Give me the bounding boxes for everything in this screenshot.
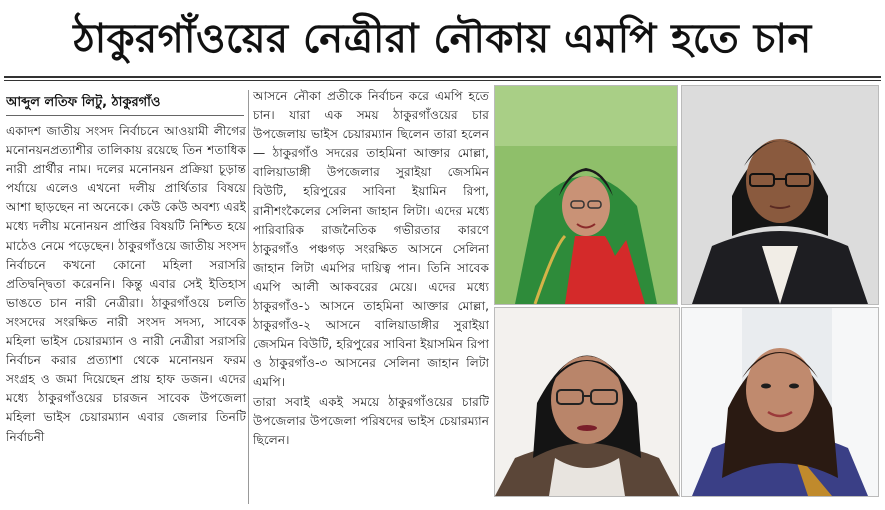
- article-column-2: [253, 87, 489, 507]
- column-2-paragraph-1: আসনে নৌকা প্রতীকে নির্বাচন করে এমপি হতে চান। যারা এক সময় ঠাকুরগাঁওয়ের চার উপজেলায় ভাইস চেয়ারম্যান ছিলেন তারা হলেন— ঠাকুরগাঁও সদরের তাহমিনা আক্তার মোল্লা, বালিয়াডাঙ্গী উপজেলার সুরাইয়া জেসমিন বিউটি, হরিপুরের সাবিনা ইয়ামিন রিপা, রানীশংকৈলের সেলিনা জাহান লিটা। এদের মধ্যে পারিবারিক রাজনৈতিক গভীরতার কারণে ঠাকুরগাঁও পঞ্চগড় সংরক্ষিত আসনে সেলিনা জাহান লিটা এমপির দায়িত্ব পান। তিনি সাবেক এমপি আলী আকবরের মেয়ে। এদের মধ্যে ঠাকুরগাঁও-১ আসনে তাহমিনা আক্তার মোল্লা, ঠাকুরগাঁও-২ আসনে বালিয়াডাঙ্গীর সুরাইয়া জেসমিন বিউটি, হরিপুরের সাবিনা ইয়াসমিন রিপা ও ঠাকুরগাঁও-৩ আসনের সেলিনা জাহান লিটা এমপি।: [253, 89, 489, 390]
- column-divider: [248, 90, 249, 504]
- headline-rule-top: [4, 76, 881, 78]
- photo-portrait-3: [494, 307, 680, 497]
- column-2-paragraph-2: তারা সবাই একই সময়ে ঠাকুরগাঁওয়ের চারটি উপজেলার উপজেলা পরিষদের ভাইস চেয়ারম্যান ছিলেন।: [253, 394, 489, 447]
- portrait-2-image: [682, 86, 878, 304]
- portrait-3-image: [495, 308, 679, 496]
- portrait-1-image: [495, 86, 677, 304]
- photo-portrait-1: [494, 85, 678, 305]
- column-1-text: একাদশ জাতীয় সংসদ নির্বাচনে আওয়ামী লীগের মনোনয়নপ্রত্যাশীর তালিকায় রয়েছে তিন শতাধিক নারী প্রার্থীর নাম। দলের মনোনয়ন প্রক্রিয়া চূড়ান্ত পর্যায়ে এলেও এখনো দলীয় প্রার্থিতার বিষয়ে আশা ছাড়ছেন না অনেকে। কেউ কেউ অবশ্য এরই মধ্যে দলীয় মনোনয়ন প্রাপ্তির বিষয়টি নিশ্চিত হয়ে মাঠেও নেমে পড়েছেন। ঠাকুরগাঁওয়ে জাতীয় সংসদ নির্বাচনে কখনো কোনো মহিলা সরাসরি প্রতিদ্বন্দ্বিতা করেননি। কিন্তু এবার সেই ইতিহাস ভাঙতে চান নারী নেত্রীরা। ঠাকুরগাঁওয়ে চলতি সংসদের সংরক্ষিত নারী সংসদ সদস্য, সাবেক মহিলা ভাইস চেয়ারম্যান ও নারী নেত্রীরা সরাসরি নির্বাচন করার প্রত্যাশা থেকে মনোনয়ন ফরম সংগ্রহ ও জমা দিয়েছেন প্রায় হাফ ডজন। এদের মধ্যে ঠাকুরগাঁওয়ের চারজন সাবেক উপজেলা মহিলা ভাইস চেয়ারম্যান এবার জেলার তিনটি নির্বাচনী: [6, 124, 246, 444]
- article-column-1: [6, 122, 246, 506]
- headline-rule-bottom: [4, 80, 881, 81]
- byline: আব্দুল লতিফ লিটু, ঠাকুরগাঁও: [6, 95, 161, 110]
- byline-rule: [6, 115, 244, 116]
- photo-portrait-2: [681, 85, 879, 305]
- headline: ঠাকুরগাঁওয়ের নেত্রীরা নৌকায় এমপি হতে চান: [73, 16, 812, 62]
- photo-portrait-4: [681, 307, 879, 497]
- portrait-4-image: [682, 308, 878, 496]
